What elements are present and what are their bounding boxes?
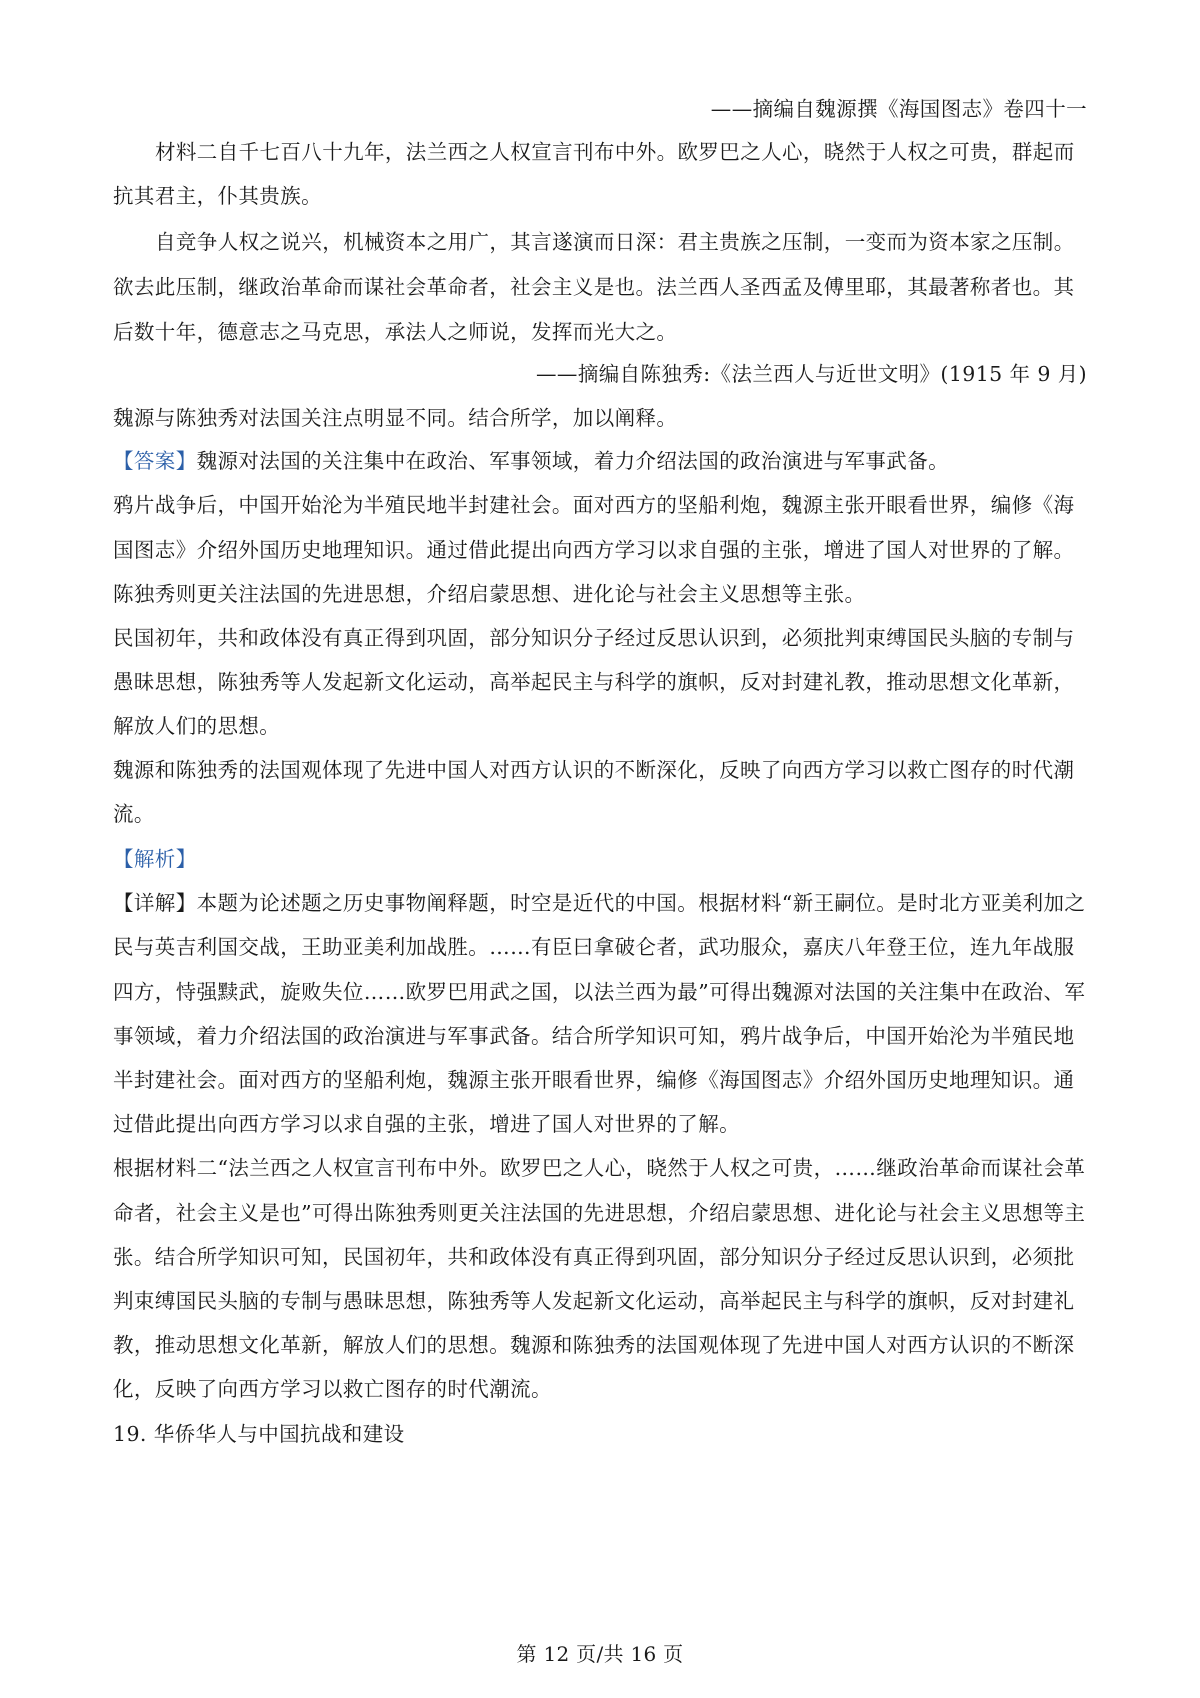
detail-line7: 根据材料二“法兰西之人权宣言刊布中外。欧罗巴之人心，晓然于人权之可贵，……继政治革命而谋社会革 <box>113 1156 1086 1180</box>
answer-line9: 流。 <box>113 802 155 826</box>
page-footer: 第 12 页/共 16 页 <box>516 1642 684 1666</box>
source-citation-1: ——摘编自魏源撰《海国图志》卷四十一 <box>710 97 1087 121</box>
detail-line6: 过借此提出向西方学习以求自强的主张，增进了国人对世界的了解。 <box>113 1112 740 1136</box>
detail-line12: 化，反映了向西方学习以救亡图存的时代潮流。 <box>113 1377 552 1401</box>
answer-line2: 鸦片战争后，中国开始沦为半殖民地半封建社会。面对西方的坚船利炮，魏源主张开眼看世界，编修《海 <box>113 493 1075 517</box>
detail-line1 <box>113 889 1085 917</box>
detail-line2: 民与英吉利国交战，王助亚美利加战胜。……有臣曰拿破仑者，武功服众，嘉庆八年登王位，连九年战服 <box>113 935 1075 959</box>
next-question-heading: 19. 华侨华人与中国抗战和建设 <box>113 1422 405 1446</box>
answer-line8: 魏源和陈独秀的法国观体现了先进中国人对西方认识的不断深化，反映了向西方学习以救亡图存的时代潮 <box>113 758 1075 782</box>
answer-line4: 陈独秀则更关注法国的先进思想，介绍启蒙思想、进化论与社会主义思想等主张。 <box>113 582 866 606</box>
material2-p2-line2: 欲去此压制，继政治革命而谋社会革命者，社会主义是也。法兰西人圣西孟及傅里耶，其最著称者也。其 <box>113 275 1075 299</box>
answer-line6: 愚昧思想，陈独秀等人发起新文化运动，高举起民主与科学的旗帜，反对封建礼教，推动思想文化革新， <box>113 670 1075 694</box>
detail-line4: 事领域，着力介绍法国的政治演进与军事武备。结合所学知识可知，鸦片战争后，中国开始沦为半殖民地 <box>113 1024 1075 1048</box>
detail-line5: 半封建社会。面对西方的坚船利炮，魏源主张开眼看世界，编修《海国图志》介绍外国历史地理知识。通 <box>113 1068 1075 1092</box>
answer-line5: 民国初年，共和政体没有真正得到巩固，部分知识分子经过反思认识到，必须批判束缚国民头脑的专制与 <box>113 626 1075 650</box>
material2-p1-line2: 抗其君主，仆其贵族。 <box>113 184 322 208</box>
detail-line3: 四方，恃强黩武，旋败失位……欧罗巴用武之国，以法兰西为最”可得出魏源对法国的关注集中在政治、军 <box>113 980 1086 1004</box>
source-citation-2: ——摘编自陈独秀:《法兰西人与近世文明》(1915 年 9 月) <box>536 362 1087 386</box>
question-text: 魏源与陈独秀对法国关注点明显不同。结合所学，加以阐释。 <box>113 406 678 430</box>
detail-line9: 张。结合所学知识可知，民国初年，共和政体没有真正得到巩固，部分知识分子经过反思认识到，必须批 <box>113 1245 1075 1269</box>
answer-text-1: 魏源对法国的关注集中在政治、军事领域，着力介绍法国的政治演进与军事武备。 <box>196 449 950 473</box>
answer-tag: 【答案】 <box>113 449 197 473</box>
answer-line7: 解放人们的思想。 <box>113 714 281 738</box>
answer-line1 <box>113 447 949 475</box>
detail-line8: 命者，社会主义是也”可得出陈独秀则更关注法国的先进思想，介绍启蒙思想、进化论与社会主义思想等主 <box>113 1201 1086 1225</box>
material2-p2-line3: 后数十年，德意志之马克思，承法人之师说，发挥而光大之。 <box>113 320 678 344</box>
detail-text-1: 本题为论述题之历史事物阐释题，时空是近代的中国。根据材料“新王嗣位。是时北方亚美利加之 <box>196 891 1086 915</box>
detail-tag: 【详解】 <box>113 891 197 915</box>
material2-p2-line1: 自竞争人权之说兴，机械资本之用广，其言遂演而日深：君主贵族之压制，一变而为资本家之压制。 <box>155 230 1075 254</box>
analysis-tag: 【解析】 <box>113 847 197 871</box>
answer-line3: 国图志》介绍外国历史地理知识。通过借此提出向西方学习以求自强的主张，增进了国人对世界的了解。 <box>113 538 1075 562</box>
detail-line11: 教，推动思想文化革新，解放人们的思想。魏源和陈独秀的法国观体现了先进中国人对西方认识的不断深 <box>113 1333 1075 1357</box>
material2-p1-line1: 材料二自千七百八十九年，法兰西之人权宣言刊布中外。欧罗巴之人心，晓然于人权之可贵，群起而 <box>155 140 1075 164</box>
detail-line10: 判束缚国民头脑的专制与愚昧思想，陈独秀等人发起新文化运动，高举起民主与科学的旗帜，反对封建礼 <box>113 1289 1075 1313</box>
